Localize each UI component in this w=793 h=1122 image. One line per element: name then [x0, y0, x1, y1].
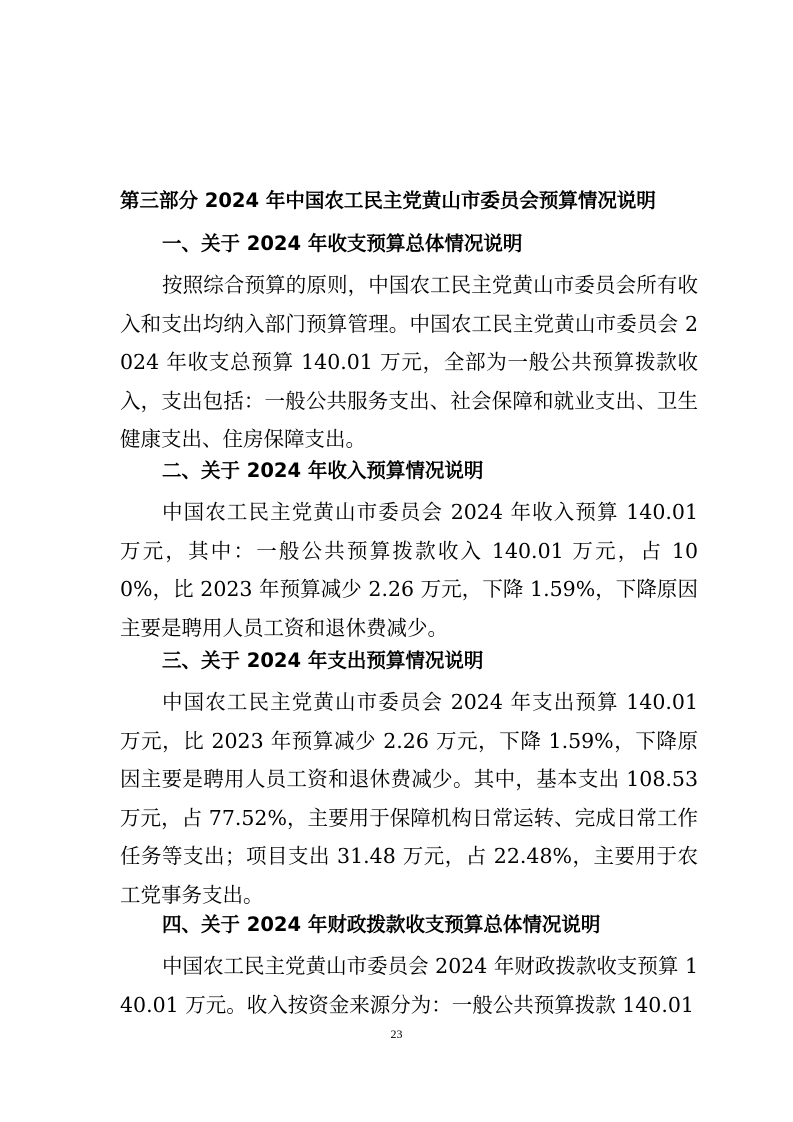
section-paragraph-2: 中国农工民主党黄山市委员会 2024 年收入预算 140.01 万元，其中：一般公共预算拨款收入 140.01 万元，占 100%，比 2023 年预算减少 2.26 万元，下降 1.59%，下降原因主要是聘用人员工资和退休费减少。 [120, 500, 698, 640]
section-heading-2: 二、关于 2024 年收入预算情况说明 [162, 459, 484, 482]
section-paragraph-4: 中国农工民主党黄山市委员会 2024 年财政拨款收支预算 140.01 万元。收入按资金来源分为：一般公共预算拨款 140.01 [120, 954, 698, 1017]
page-number: 23 [390, 1027, 403, 1041]
section-heading-3: 三、关于 2024 年支出预算情况说明 [162, 649, 484, 672]
page-title: 第三部分 2024 年中国农工民主党黄山市委员会预算情况说明 [120, 189, 656, 212]
section-paragraph-3: 中国农工民主党黄山市委员会 2024 年支出预算 140.01 万元，比 2023 年预算减少 2.26 万元，下降 1.59%，下降原因主要是聘用人员工资和退休费减少。其中，基本支出 108.53 万元，占 77.52%，主要用于保障机构日常运转、完成日常工作任务等支出；项目支出 31.48 万元，占 22.48%，主要用于农工党事务支出。 [120, 690, 698, 907]
section-heading-1: 一、关于 2024 年收支预算总体情况说明 [162, 232, 523, 255]
section-paragraph-1: 按照综合预算的原则，中国农工民主党黄山市委员会所有收入和支出均纳入部门预算管理。中国农工民主党黄山市委员会 2024 年收支总预算 140.01 万元，全部为一般公共预算拨款收入，支出包括：一般公共服务支出、社会保障和就业支出、卫生健康支出、住房保障支出。 [120, 273, 698, 451]
section-heading-4: 四、关于 2024 年财政拨款收支预算总体情况说明 [162, 913, 601, 936]
